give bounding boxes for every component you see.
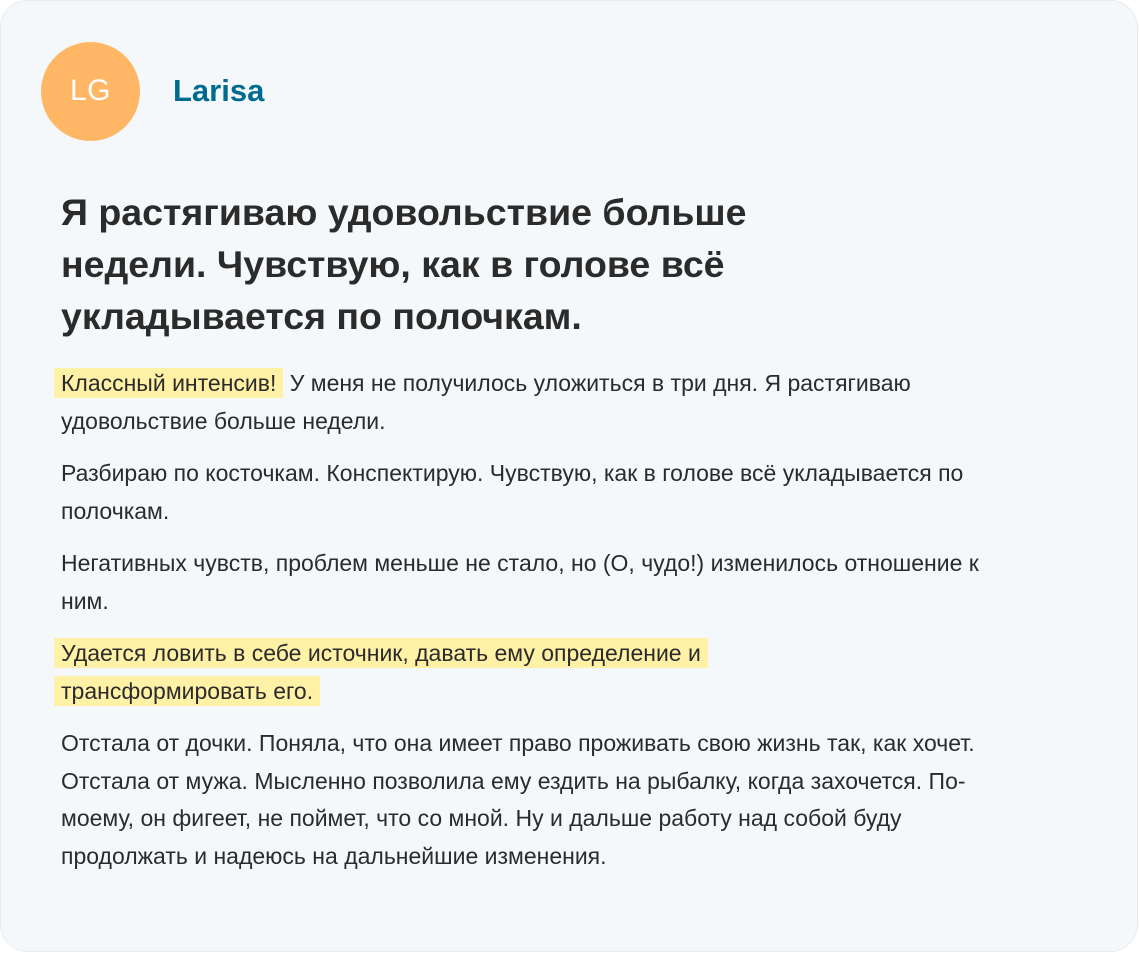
paragraph-text: Негативных чувств, проблем меньше не стало, но (О, чудо!) изменилось отношение к ним. (61, 550, 979, 614)
paragraph-text: Отстала от дочки. Поняла, что она имеет право проживать свою жизнь так, как хочет. Отстала от мужа. Мысленно позволила ему ездить на рыбалку, когда захочется. По-моему, он фигеет, не поймет, что со мной. Ну и дальше работу над собой буду продолжать и надеюсь на дальнейшие изменения. (61, 730, 975, 869)
highlighted-text: Классный интенсив! (54, 368, 283, 398)
review-paragraph-3 (61, 545, 1021, 620)
review-paragraph-4 (61, 635, 801, 710)
review-paragraph-5 (61, 725, 996, 875)
review-title: Я растягиваю удовольствие больше недели. Чувствую, как в голове всё укладывается по полочкам. (61, 191, 747, 337)
review-paragraph-1 (61, 365, 1021, 440)
review-header (41, 41, 264, 141)
author-name[interactable]: Larisa (173, 73, 265, 108)
paragraph-text: Разбираю по косточкам. Конспектирую. Чувствую, как в голове всё укладывается по полочкам. (61, 460, 964, 524)
review-body (61, 365, 1021, 890)
paragraph-text: У меня не получилось уложиться в три дня. Я растягиваю удовольствие больше недели. (61, 370, 911, 434)
highlighted-text: Удается ловить в себе источник, давать ему определение и трансформировать его. (54, 638, 708, 706)
avatar: LG (41, 42, 140, 141)
review-paragraph-2 (61, 455, 1021, 530)
